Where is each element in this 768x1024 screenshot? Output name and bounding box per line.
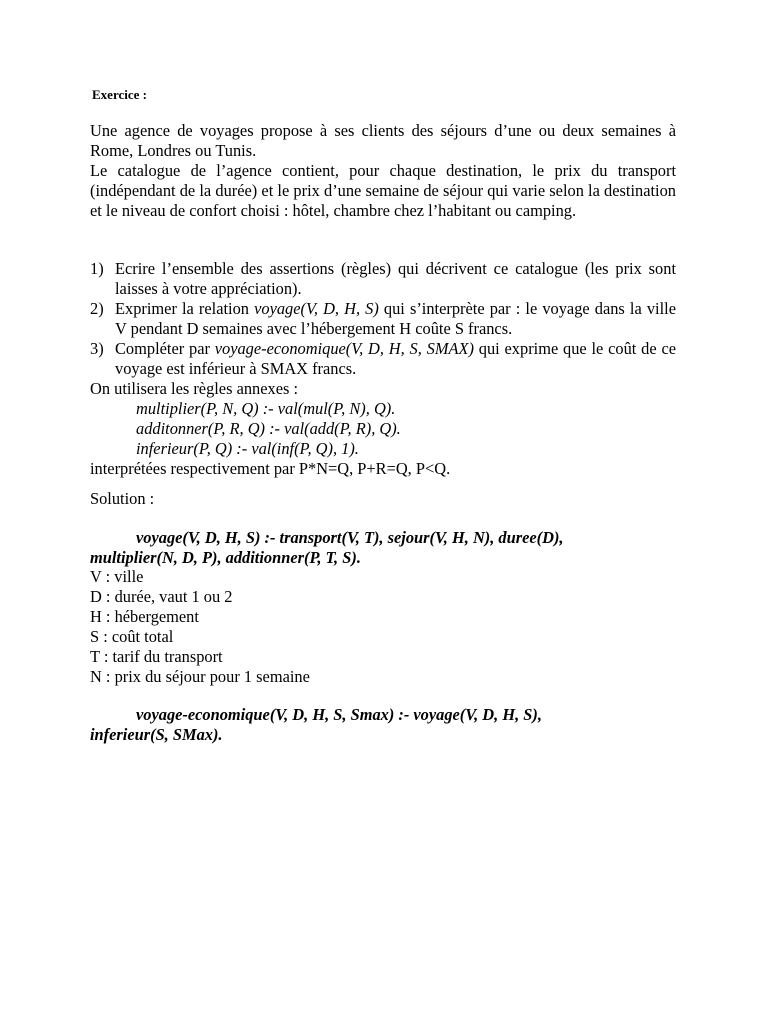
annex-rule: additonner(P, R, Q) :- val(add(P, R), Q). bbox=[136, 419, 401, 438]
variable-definition: V : ville bbox=[90, 567, 144, 586]
exercise-statement bbox=[90, 121, 676, 221]
exercise-title: Exercice : bbox=[92, 87, 147, 102]
question-text-cont: qui s’interprète par : le voyage dans la ville V pendant D semaines avec l’hébergement H coûte S francs. bbox=[115, 299, 676, 338]
question-term: voyage(V, D, H, S) bbox=[254, 299, 379, 318]
question-number: 3) bbox=[90, 339, 104, 358]
question-number: 1) bbox=[90, 259, 104, 278]
solution-title: Solution : bbox=[90, 489, 155, 508]
solution-rule-line: voyage(V, D, H, S) :- transport(V, T), sejour(V, H, N), duree(D), bbox=[136, 528, 564, 547]
solution-rule-line: multiplier(N, D, P), additionner(P, T, S). bbox=[90, 548, 361, 567]
solution-rule-line: voyage-economique(V, D, H, S, Smax) :- voyage(V, D, H, S), bbox=[136, 705, 542, 724]
intro-paragraph-2: Le catalogue de l’agence contient, pour chaque destination, le prix du transport (indépendant de la durée) et le prix d’une semaine de séjour qui varie selon la destination et le niveau de confort choisi : hôtel, chambre chez l’habitant ou camping. bbox=[90, 161, 676, 220]
question-item bbox=[90, 339, 676, 379]
annex-rule: inferieur(P, Q) :- val(inf(P, Q), 1). bbox=[136, 439, 359, 458]
rules-intro: On utilisera les règles annexes : bbox=[90, 379, 299, 398]
question-text: Ecrire l’ensemble des assertions (règles) qui décrivent ce catalogue (les prix sont laisses à votre appréciation). bbox=[115, 259, 676, 298]
intro-paragraph-1: Une agence de voyages propose à ses clients des séjours d’une ou deux semaines à Rome, Londres ou Tunis. bbox=[90, 121, 676, 160]
annex-rule: multiplier(P, N, Q) :- val(mul(P, N), Q). bbox=[136, 399, 396, 418]
variable-definition: S : coût total bbox=[90, 627, 174, 646]
variable-definition: N : prix du séjour pour 1 semaine bbox=[90, 667, 310, 686]
variable-definitions bbox=[90, 567, 676, 687]
question-item bbox=[90, 299, 676, 339]
rules-outro: interprétées respectivement par P*N=Q, P+R=Q, P<Q. bbox=[90, 459, 451, 478]
solution-rule-line: inferieur(S, SMax). bbox=[90, 725, 223, 744]
question-item bbox=[90, 259, 676, 299]
question-number: 2) bbox=[90, 299, 104, 318]
variable-definition: D : durée, vaut 1 ou 2 bbox=[90, 587, 233, 606]
question-term: voyage-economique(V, D, H, S, SMAX) bbox=[214, 339, 474, 358]
variable-definition: T : tarif du transport bbox=[90, 647, 223, 666]
question-text: Exprimer la relation bbox=[115, 299, 255, 318]
variable-definition: H : hébergement bbox=[90, 607, 199, 626]
questions-section bbox=[90, 259, 676, 479]
solution-rule-voyage-economique bbox=[90, 705, 676, 745]
question-list bbox=[90, 259, 676, 379]
question-text: Compléter par bbox=[115, 339, 215, 358]
solution-rule-voyage bbox=[90, 528, 676, 568]
question-text-cont: qui exprime que le coût de ce voyage est inférieur à SMAX francs. bbox=[115, 339, 676, 378]
